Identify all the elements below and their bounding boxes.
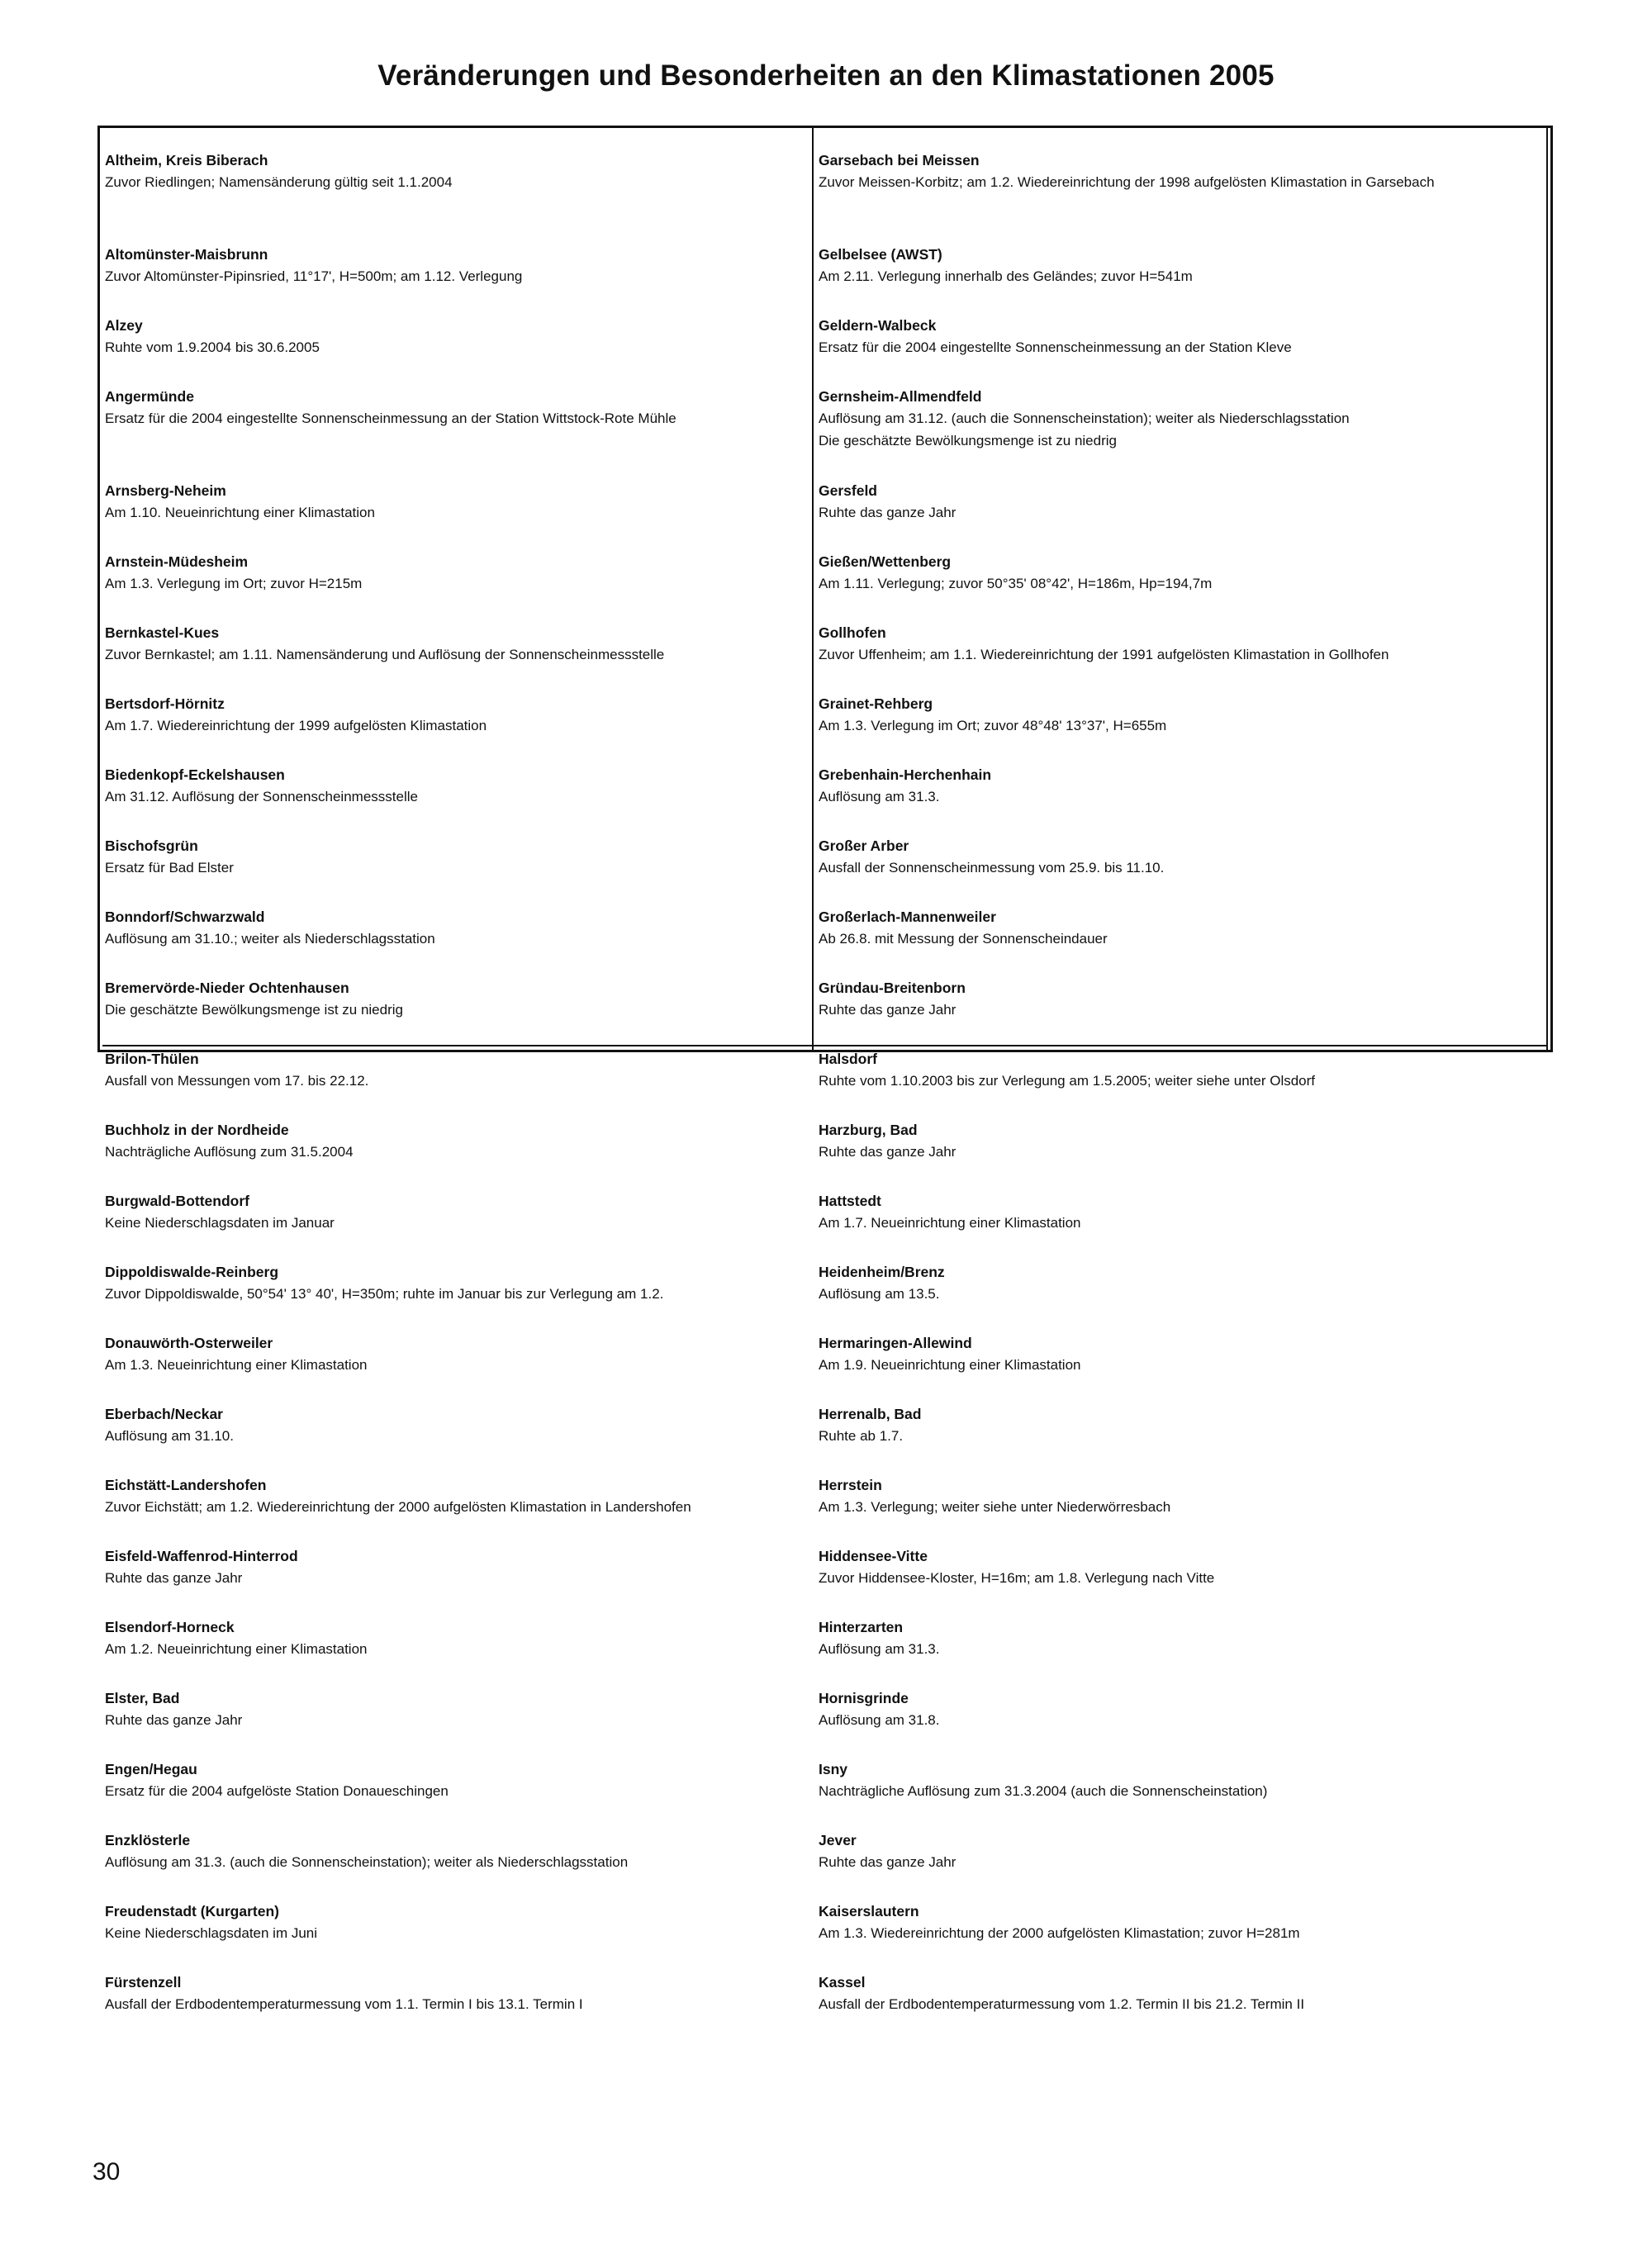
station-note: Am 1.3. Neueinrichtung einer Klimastation [105,1357,368,1373]
station-name: Kaiserslautern [819,1903,919,1919]
station-entry [819,693,1543,737]
station-note: Ersatz für Bad Elster [105,860,234,876]
station-entry [105,1190,809,1234]
station-entry [819,1616,1543,1660]
station-entry [105,764,809,808]
station-name: Fürstenzell [105,1974,182,1991]
station-note: Auflösung am 13.5. [819,1286,940,1302]
station-note: Auflösung am 31.3. [819,1641,940,1657]
station-note: Ruhte das ganze Jahr [819,1854,957,1870]
page-title: Veränderungen und Besonderheiten an den Klimastationen 2005 [377,59,1275,92]
station-entry [819,1545,1543,1589]
station-entry [819,551,1543,595]
station-entry [105,1616,809,1660]
station-note: Am 1.2. Neueinrichtung einer Klimastation [105,1641,368,1657]
station-note: Keine Niederschlagsdaten im Juni [105,1925,318,1941]
station-note: Am 1.3. Verlegung im Ort; zuvor H=215m [105,576,363,591]
station-note: Zuvor Uffenheim; am 1.1. Wiedereinrichtung der 1991 aufgelösten Klimastation in Gollhofen [819,647,1389,662]
station-name: Gernsheim-Allmendfeld [819,388,982,405]
station-entry [105,1972,809,2015]
station-name: Hermaringen-Allewind [819,1335,972,1351]
station-name: Eichstätt-Landershofen [105,1477,267,1493]
station-name: Freudenstadt (Kurgarten) [105,1903,279,1919]
station-name: Kassel [819,1974,866,1991]
left-column [100,128,814,2012]
station-entry [819,1119,1543,1163]
station-note: Auflösung am 31.10.; weiter als Niederschlagsstation [105,931,435,947]
station-entry [105,551,809,595]
station-entry [819,244,1543,287]
station-note: Keine Niederschlagsdaten im Januar [105,1215,335,1231]
station-note: Am 1.3. Wiedereinrichtung der 2000 aufgelösten Klimastation; zuvor H=281m [819,1925,1300,1941]
station-note: Auflösung am 31.12. (auch die Sonnenscheinstation); weiter als Niederschlagsstation [819,410,1350,426]
station-name: Grebenhain-Herchenhain [819,766,992,783]
station-entry [819,149,1543,193]
station-name: Alzey [105,317,143,334]
station-note: Auflösung am 31.10. [105,1428,234,1444]
station-entry [105,622,809,666]
station-note: Ersatz für die 2004 aufgelöste Station Donaueschingen [105,1783,449,1799]
station-name: Buchholz in der Nordheide [105,1122,289,1138]
station-entry [819,1190,1543,1234]
station-entry [105,149,809,193]
station-entry [819,1261,1543,1305]
station-name: Hinterzarten [819,1619,904,1635]
station-note: Die geschätzte Bewölkungsmenge ist zu niedrig [105,1002,403,1018]
station-note: Am 1.7. Neueinrichtung einer Klimastation [819,1215,1081,1231]
station-entry [105,244,809,287]
station-name: Donauwörth-Osterweiler [105,1335,273,1351]
station-note-extra: Die geschätzte Bewölkungsmenge ist zu niedrig [819,433,1117,448]
station-name: Isny [819,1761,848,1777]
station-note: Ausfall der Sonnenscheinmessung vom 25.9. bis 11.10. [819,860,1165,876]
station-name: Biedenkopf-Eckelshausen [105,766,285,783]
station-entry [105,1403,809,1447]
station-entry [105,1687,809,1731]
station-entry [105,1758,809,1802]
station-name: Hornisgrinde [819,1690,909,1706]
station-name: Elster, Bad [105,1690,180,1706]
station-changes-table [97,126,1553,2012]
station-name: Bertsdorf-Hörnitz [105,695,225,712]
station-note: Zuvor Hiddensee-Kloster, H=16m; am 1.8. Verlegung nach Vitte [819,1570,1215,1586]
station-note: Am 1.10. Neueinrichtung einer Klimastation [105,505,375,520]
station-entry [105,480,809,524]
station-entry [819,315,1543,358]
station-note: Am 1.3. Verlegung im Ort; zuvor 48°48' 13°37', H=655m [819,718,1167,733]
station-entry [105,693,809,737]
station-entry [819,1900,1543,1944]
station-entry [105,977,809,1021]
station-entry [819,1474,1543,1518]
station-name: Eisfeld-Waffenrod-Hinterrod [105,1548,298,1564]
station-note: Ausfall der Erdbodentemperaturmessung vom 1.2. Termin II bis 21.2. Termin II [819,1996,1305,2012]
station-note: Am 1.3. Verlegung; weiter siehe unter Niederwörresbach [819,1499,1171,1515]
station-name: Engen/Hegau [105,1761,197,1777]
page-number: 30 [93,2158,121,2185]
station-entry [105,1119,809,1163]
station-name: Heidenheim/Brenz [819,1264,945,1280]
station-note: Am 1.11. Verlegung; zuvor 50°35' 08°42', H=186m, Hp=194,7m [819,576,1213,591]
station-note: Auflösung am 31.3. (auch die Sonnenscheinstation); weiter als Niederschlagsstation [105,1854,629,1870]
station-note: Zuvor Altomünster-Pipinsried, 11°17', H=500m; am 1.12. Verlegung [105,268,523,284]
station-name: Hattstedt [819,1193,881,1209]
station-note: Am 1.7. Wiedereinrichtung der 1999 aufgelösten Klimastation [105,718,487,733]
station-entry [819,1048,1543,1092]
station-entry [819,386,1543,452]
station-entry [105,906,809,950]
station-note: Ruhte das ganze Jahr [105,1712,243,1728]
station-name: Bernkastel-Kues [105,624,220,641]
station-name: Herrenalb, Bad [819,1406,922,1422]
station-note: Am 31.12. Auflösung der Sonnenscheinmessstelle [105,789,418,804]
station-entry [105,315,809,358]
station-entry [105,386,809,429]
station-entry [819,1972,1543,2015]
station-entry [819,480,1543,524]
station-name: Bonndorf/Schwarzwald [105,909,265,925]
station-entry [105,1900,809,1944]
station-entry [105,835,809,879]
station-note: Ausfall von Messungen vom 17. bis 22.12. [105,1073,369,1089]
station-note: Zuvor Dippoldiswalde, 50°54' 13° 40', H=350m; ruhte im Januar bis zur Verlegung am 1.2. [105,1286,664,1302]
station-note: Ruhte vom 1.9.2004 bis 30.6.2005 [105,339,320,355]
station-entry [819,622,1543,666]
station-note: Ruhte das ganze Jahr [819,1002,957,1018]
station-entry [105,1048,809,1092]
station-name: Arnsberg-Neheim [105,482,226,499]
station-note: Ersatz für die 2004 eingestellte Sonnenscheinmessung an der Station Wittstock-Rote Mühle [105,410,676,426]
station-note: Zuvor Bernkastel; am 1.11. Namensänderung und Auflösung der Sonnenscheinmessstelle [105,647,665,662]
station-note: Ruhte das ganze Jahr [819,1144,957,1160]
station-name: Jever [819,1832,857,1848]
station-entry [819,1687,1543,1731]
station-note: Auflösung am 31.8. [819,1712,940,1728]
station-name: Gründau-Breitenborn [819,980,966,996]
station-note: Am 1.9. Neueinrichtung einer Klimastation [819,1357,1081,1373]
station-entry [105,1545,809,1589]
station-note: Zuvor Eichstätt; am 1.2. Wiedereinrichtung der 2000 aufgelösten Klimastation in Landershofen [105,1499,691,1515]
station-name: Halsdorf [819,1051,877,1067]
station-note: Nachträgliche Auflösung zum 31.3.2004 (auch die Sonnenscheinstation) [819,1783,1268,1799]
station-note: Ruhte vom 1.10.2003 bis zur Verlegung am 1.5.2005; weiter siehe unter Olsdorf [819,1073,1316,1089]
station-note: Ausfall der Erdbodentemperaturmessung vom 1.1. Termin I bis 13.1. Termin I [105,1996,583,2012]
station-name: Bremervörde-Nieder Ochtenhausen [105,980,349,996]
station-name: Burgwald-Bottendorf [105,1193,249,1209]
station-note: Auflösung am 31.3. [819,789,940,804]
station-name: Grainet-Rehberg [819,695,933,712]
station-name: Dippoldiswalde-Reinberg [105,1264,279,1280]
station-name: Arnstein-Müdesheim [105,553,249,570]
station-name: Gelbelsee (AWST) [819,246,942,263]
station-name: Hiddensee-Vitte [819,1548,928,1564]
station-name: Gießen/Wettenberg [819,553,952,570]
station-entry [819,1332,1543,1376]
station-name: Garsebach bei Meissen [819,152,980,168]
station-entry [819,977,1543,1021]
station-name: Brilon-Thülen [105,1051,199,1067]
station-note: Nachträgliche Auflösung zum 31.5.2004 [105,1144,354,1160]
station-note: Zuvor Riedlingen; Namensänderung gültig seit 1.1.2004 [105,174,453,190]
station-name: Großer Arber [819,838,909,854]
station-entry [819,1829,1543,1873]
station-note: Zuvor Meissen-Korbitz; am 1.2. Wiedereinrichtung der 1998 aufgelösten Klimastation in Garsebach [819,174,1435,190]
station-name: Herrstein [819,1477,882,1493]
station-entry [819,1758,1543,1802]
station-name: Altomünster-Maisbrunn [105,246,268,263]
station-note: Ruhte das ganze Jahr [819,505,957,520]
station-name: Geldern-Walbeck [819,317,937,334]
station-entry [819,906,1543,950]
station-name: Gollhofen [819,624,886,641]
station-name: Eberbach/Neckar [105,1406,223,1422]
station-note: Ruhte das ganze Jahr [105,1570,243,1586]
right-column [814,128,1548,2012]
station-name: Angermünde [105,388,194,405]
station-note: Am 2.11. Verlegung innerhalb des Geländes; zuvor H=541m [819,268,1193,284]
station-note: Ab 26.8. mit Messung der Sonnenscheindauer [819,931,1108,947]
station-name: Elsendorf-Horneck [105,1619,235,1635]
station-entry [819,1403,1543,1447]
station-entry [819,835,1543,879]
station-name: Enzklösterle [105,1832,191,1848]
station-entry [105,1332,809,1376]
station-entry [105,1261,809,1305]
station-entry [819,764,1543,808]
station-entry [105,1829,809,1873]
station-note: Ersatz für die 2004 eingestellte Sonnenscheinmessung an der Station Kleve [819,339,1292,355]
station-name: Gersfeld [819,482,877,499]
station-entry [105,1474,809,1518]
station-name: Bischofsgrün [105,838,198,854]
station-name: Harzburg, Bad [819,1122,918,1138]
station-name: Altheim, Kreis Biberach [105,152,268,168]
station-note: Ruhte ab 1.7. [819,1428,904,1444]
station-name: Großerlach-Mannenweiler [819,909,996,925]
